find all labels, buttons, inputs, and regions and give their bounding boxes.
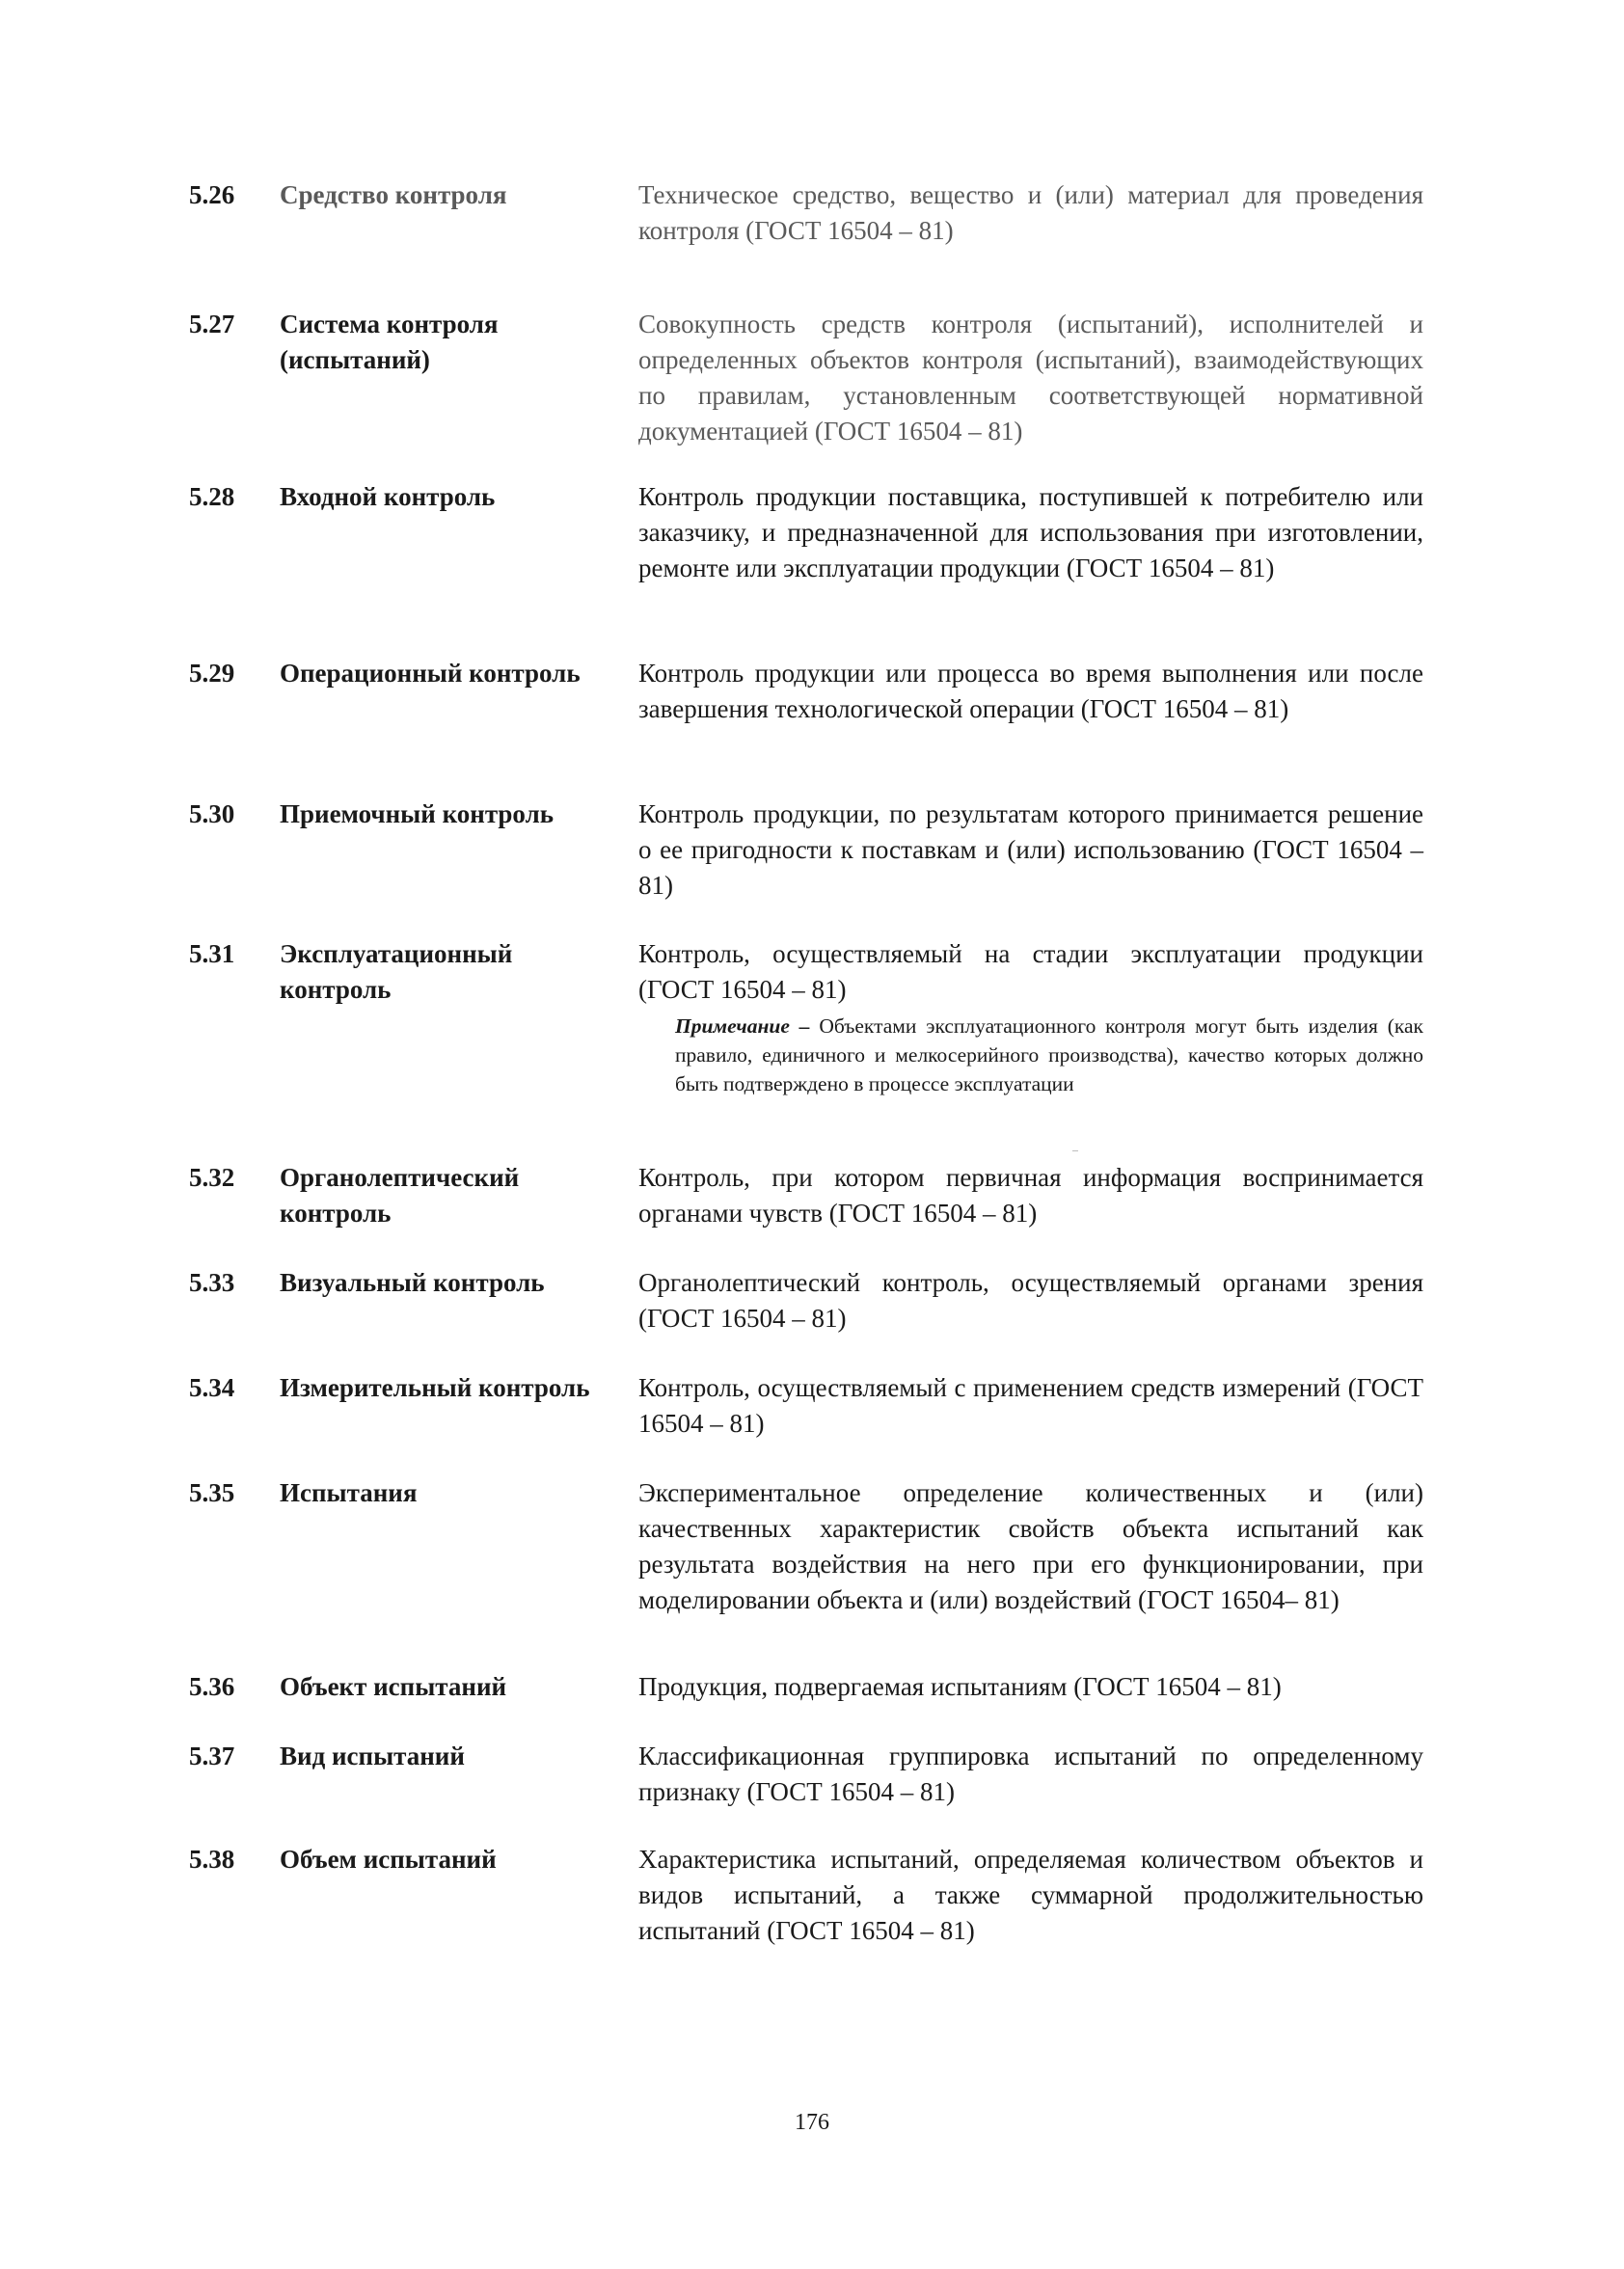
entry-term: Объект испытаний — [280, 1672, 507, 1701]
entry-number: 5.28 — [189, 482, 235, 511]
entry-term: Органолептический контроль — [280, 1163, 520, 1228]
entry-definition: Контроль продукции поставщика, поступившей к потребителю или заказчику, и предназначенной для использования при изготовлении, ремонте или эксплуатации продукции (ГОСТ 16504 – 81) — [638, 482, 1423, 582]
entry-number: 5.36 — [189, 1672, 235, 1701]
entry-number: 5.35 — [189, 1478, 235, 1507]
entry-term: Средство контроля — [280, 180, 507, 209]
entry-note — [675, 1012, 1423, 1098]
entry-term: Система контроля (испытаний) — [280, 310, 499, 374]
note-text: Объектами эксплуатационного контроля могут быть изделия (как правило, единичного и мелкосерийного производства), качество которых должно быть подтверждено в процессе эксплуатации — [675, 1014, 1424, 1095]
entry-definition: Контроль, при котором первичная информация воспринимается органами чувств (ГОСТ 16504 – 81) — [638, 1163, 1423, 1228]
entry-term: Визуальный контроль — [280, 1268, 545, 1297]
entry-term: Приемочный контроль — [280, 799, 555, 828]
entry-number: 5.38 — [189, 1845, 235, 1874]
entry-definition: Техническое средство, вещество и (или) материал для проведения контроля (ГОСТ 16504 – 81) — [638, 180, 1423, 245]
entry-definition: Совокупность средств контроля (испытаний), исполнителей и определенных объектов контроля (испытаний), взаимодействующих по правилам, установленным соответствующей нормативной документацией (ГОСТ 16504 – 81) — [638, 310, 1423, 446]
entry-number: 5.30 — [189, 799, 235, 828]
entry-definition: Контроль продукции, по результатам которого принимается решение о ее пригодности к поставкам и (или) использованию (ГОСТ 16504 – 81) — [638, 799, 1423, 900]
entry-term: Испытания — [280, 1478, 418, 1507]
entry-definition: Контроль продукции или процесса во время выполнения или после завершения технологической операции (ГОСТ 16504 – 81) — [638, 659, 1423, 723]
entry-number: 5.31 — [189, 939, 235, 968]
note-label: Примечание – — [675, 1014, 810, 1038]
entry-definition: Характеристика испытаний, определяемая количеством объектов и видов испытаний, а также суммарной продолжительностью испытаний (ГОСТ 16504 – 81) — [638, 1845, 1423, 1945]
entry-term: Операционный контроль — [280, 659, 581, 688]
entry-term: Объем испытаний — [280, 1845, 497, 1874]
entry-definition: Органолептический контроль, осуществляемый органами зрения (ГОСТ 16504 – 81) — [638, 1268, 1423, 1333]
entry-definition: Контроль, осуществляемый с применением средств измерений (ГОСТ 16504 – 81) — [638, 1373, 1423, 1438]
page-number: 176 — [795, 2110, 829, 2135]
entry-number: 5.33 — [189, 1268, 235, 1297]
entry-number: 5.37 — [189, 1742, 235, 1770]
entry-term: Вид испытаний — [280, 1742, 465, 1770]
entry-number: 5.26 — [189, 180, 235, 209]
scan-speck — [1072, 1150, 1078, 1151]
entry-number: 5.27 — [189, 310, 235, 338]
entry-definition: Продукция, подвергаемая испытаниям (ГОСТ 16504 – 81) — [638, 1672, 1282, 1701]
entry-definition: Контроль, осуществляемый на стадии эксплуатации продукции (ГОСТ 16504 – 81) — [638, 939, 1423, 1004]
entry-number: 5.34 — [189, 1373, 235, 1402]
entry-number: 5.32 — [189, 1163, 235, 1192]
entry-term: Входной контроль — [280, 482, 496, 511]
entry-term: Эксплуатационный контроль — [280, 939, 513, 1004]
entry-term: Измерительный контроль — [280, 1373, 590, 1402]
entry-number: 5.29 — [189, 659, 235, 688]
entry-definition: Экспериментальное определение количественных и (или) качественных характеристик свойств объекта испытаний как результата воздействия на него при его функционировании, при моделировании объекта и (или) воздействий (ГОСТ 16504– 81) — [638, 1478, 1423, 1614]
entry-definition: Классификационная группировка испытаний по определенному признаку (ГОСТ 16504 – 81) — [638, 1742, 1423, 1806]
